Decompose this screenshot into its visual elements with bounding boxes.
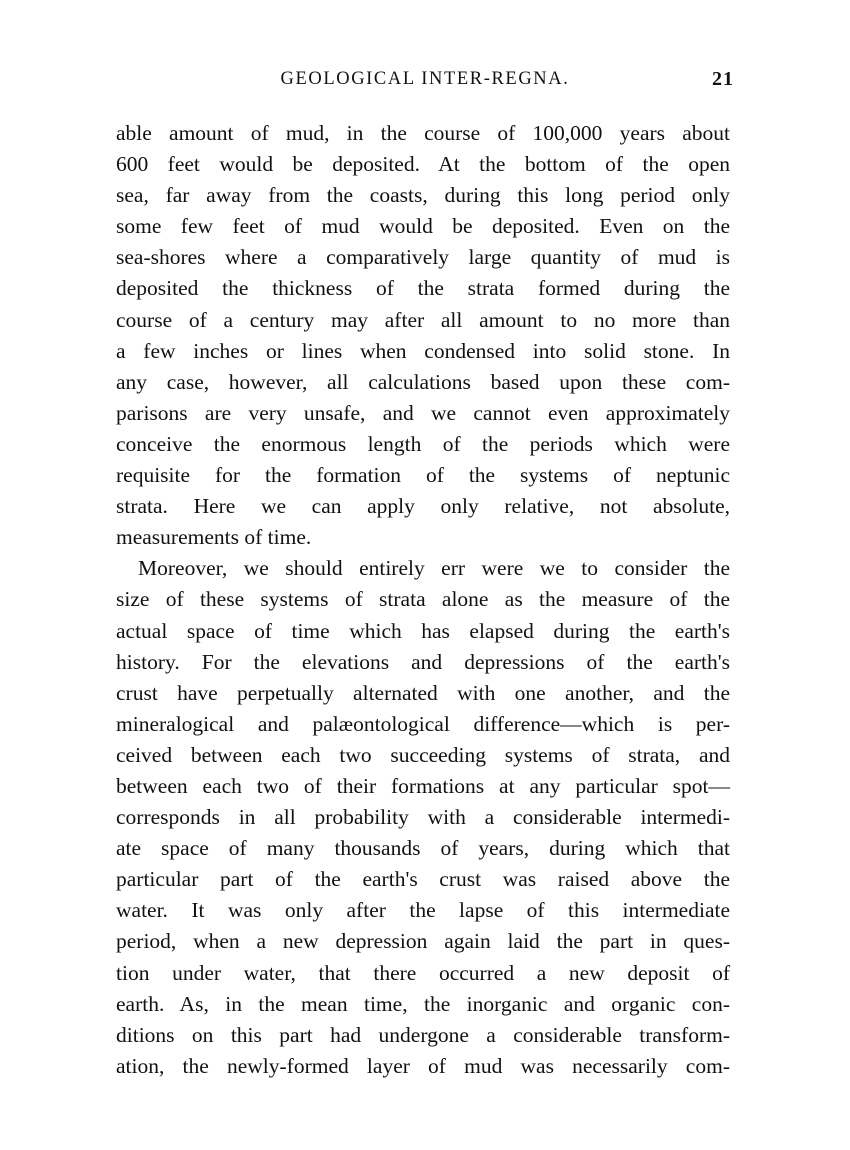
text-line: Moreover, we should entirely err were we to consider the — [138, 556, 730, 581]
text-line: measurements of time. — [116, 525, 312, 550]
text-line: ceived between each two succeeding systems of strata, and — [116, 742, 730, 767]
text-line: between each two of their formations at any particular spot— — [116, 773, 730, 798]
running-header — [116, 66, 734, 92]
text-line: able amount of mud, in the course of 100,000 years about — [116, 121, 730, 145]
text-line: mineralogical and palæontological difference—which is per- — [116, 711, 730, 736]
text-line: history. For the elevations and depressions of the earth's — [116, 649, 730, 674]
text-line: 600 feet would be deposited. At the bottom of the open — [116, 152, 730, 177]
text-line: particular part of the earth's crust was raised above the — [116, 867, 730, 892]
paragraph-2 — [116, 553, 730, 1082]
text-line: earth. As, in the mean time, the inorganic and organic con- — [116, 991, 730, 1016]
text-line: sea, far away from the coasts, during this long period only — [116, 183, 730, 208]
text-line: size of these systems of strata alone as the measure of the — [116, 587, 730, 612]
text-line: sea-shores where a comparatively large quantity of mud is — [116, 245, 730, 270]
text-line: period, when a new depression again laid the part in ques- — [116, 929, 730, 954]
body-text — [116, 118, 730, 1082]
text-line: ation, the newly-formed layer of mud was necessarily com- — [116, 1053, 730, 1078]
text-line: actual space of time which has elapsed during the earth's — [116, 618, 730, 643]
text-line: crust have perpetually alternated with one another, and the — [116, 680, 730, 705]
paragraph-1 — [116, 118, 730, 553]
page-number: 21 — [712, 68, 734, 90]
text-line: ate space of many thousands of years, during which that — [116, 836, 730, 861]
text-line: parisons are very unsafe, and we cannot even approximately — [116, 400, 730, 425]
text-line: conceive the enormous length of the periods which were — [116, 431, 730, 456]
text-line: ditions on this part had undergone a considerable transform- — [116, 1022, 730, 1047]
text-line: a few inches or lines when condensed into solid stone. In — [116, 338, 730, 363]
text-line: corresponds in all probability with a considerable intermedi- — [116, 805, 730, 830]
running-title: GEOLOGICAL INTER-REGNA. — [280, 69, 570, 89]
text-line: strata. Here we can apply only relative, not absolute, — [116, 494, 730, 519]
text-line: any case, however, all calculations based upon these com- — [116, 369, 730, 394]
text-line: requisite for the formation of the systems of neptunic — [116, 463, 730, 488]
text-line: course of a century may after all amount to no more than — [116, 307, 730, 332]
text-line: tion under water, that there occurred a new deposit of — [116, 960, 730, 985]
text-line: water. It was only after the lapse of this intermediate — [116, 898, 730, 923]
text-line: some few feet of mud would be deposited. Even on the — [116, 214, 730, 239]
text-line: deposited the thickness of the strata formed during the — [116, 276, 730, 301]
